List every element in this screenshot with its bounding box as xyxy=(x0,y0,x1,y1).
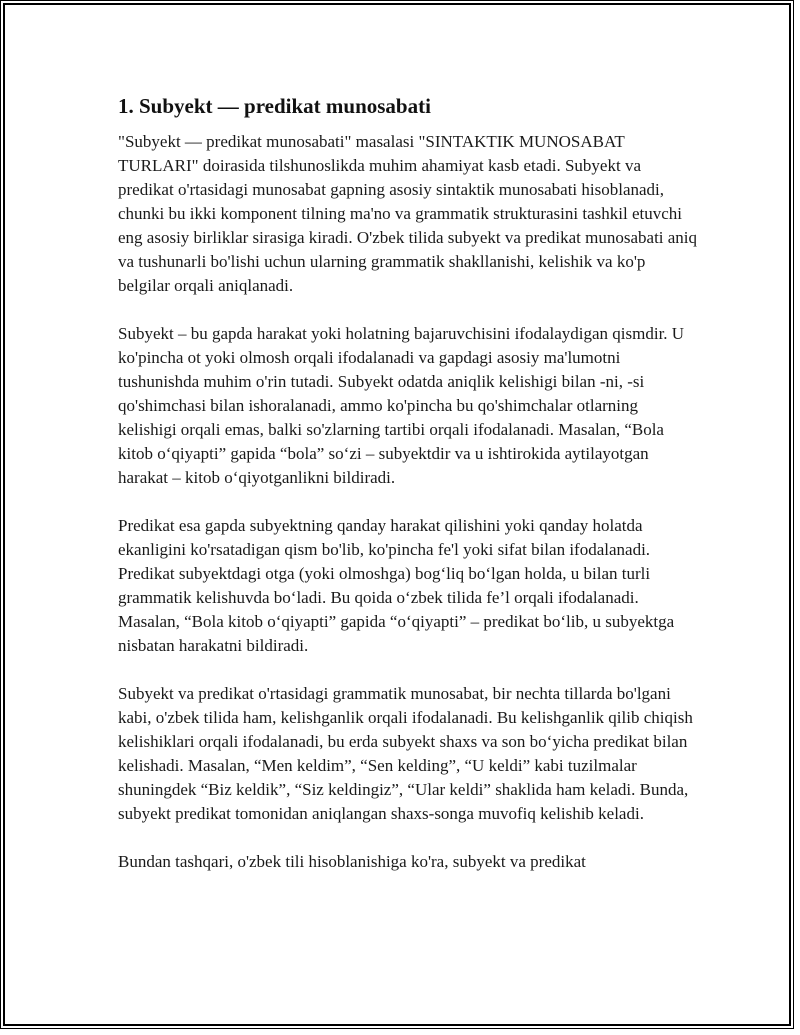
paragraph-continuation: Bundan tashqari, o'zbek tili hisoblanishiga ko'ra, subyekt va predikat xyxy=(118,852,586,871)
section-title: 1. Subyekt — predikat munosabati xyxy=(118,94,431,118)
paragraph-agreement: Subyekt va predikat o'rtasidagi grammatik munosabat, bir nechta tillarda bo'lgani kabi, o'zbek tilida ham, kelishganlik orqali ifodalanadi. Bu kelishganlik qilib chiqish kelishiklari orqali ifodalanadi, bu erda subyekt shaxs va son bo‘yicha predikat bilan kelishadi. Masalan, “Men keldim”, “Sen kelding”, “U keldi” kabi tuzilmalar shuningdek “Biz keldik”, “Siz keldingiz”, “Ular keldi” shaklida ham keladi. Bunda, subyekt predikat tomonidan aniqlangan shaxs-songa muvofiq kelishib keladi. xyxy=(118,684,693,823)
paragraph-predicate: Predikat esa gapda subyektning qanday harakat qilishini yoki qanday holatda ekanligini ko'rsatadigan qism bo'lib, ko'pincha fe'l yoki sifat bilan ifodalanadi. Predikat subyektdagi otga (yoki olmoshga) bog‘liq bo‘lgan holda, u bilan turli grammatik kelishuvda bo‘ladi. Bu qoida o‘zbek tilida fe’l orqali ifodalanadi. Masalan, “Bola kitob o‘qiyapti” gapida “o‘qiyapti” – predikat bo‘lib, u subyektga nisbatan harakatni bildiradi. xyxy=(118,516,675,655)
document-body xyxy=(118,92,698,898)
paragraph-intro: "Subyekt — predikat munosabati" masalasi "SINTAKTIK MUNOSABAT TURLARI" doirasida tilshunoslikda muhim ahamiyat kasb etadi. Subyekt va predikat o'rtasidagi munosabat gapning asosiy sintaktik munosabati hisoblanadi, chunki bu ikki komponent tilning ma'no va grammatik strukturasini tashkil etuvchi eng asosiy birliklar sirasiga kiradi. O'zbek tilida subyekt va predikat munosabati aniq va tushunarli bo'lishi uchun ularning grammatik shakllanishi, kelishik va ko'p belgilar orqali aniqlanadi. xyxy=(118,132,698,295)
paragraph-subject: Subyekt – bu gapda harakat yoki holatning bajaruvchisini ifodalaydigan qismdir. U ko'pincha ot yoki olmosh orqali ifodalanadi va gapdagi asosiy ma'lumotni tushunishda muhim o'rin tutadi. Subyekt odatda aniqlik kelishigi bilan -ni, -si qo'shimchasi bilan ishoralanadi, ammo ko'pincha bu qo'shimchalar otlarning kelishigi orqali emas, balki so'zlarning tartibi orqali ifodalanadi. Masalan, “Bola kitob o‘qiyapti” gapida “bola” so‘zi – subyektdir va u ishtirokida aytilayotgan harakat – kitob o‘qiyotganlikni bildiradi. xyxy=(118,324,685,487)
